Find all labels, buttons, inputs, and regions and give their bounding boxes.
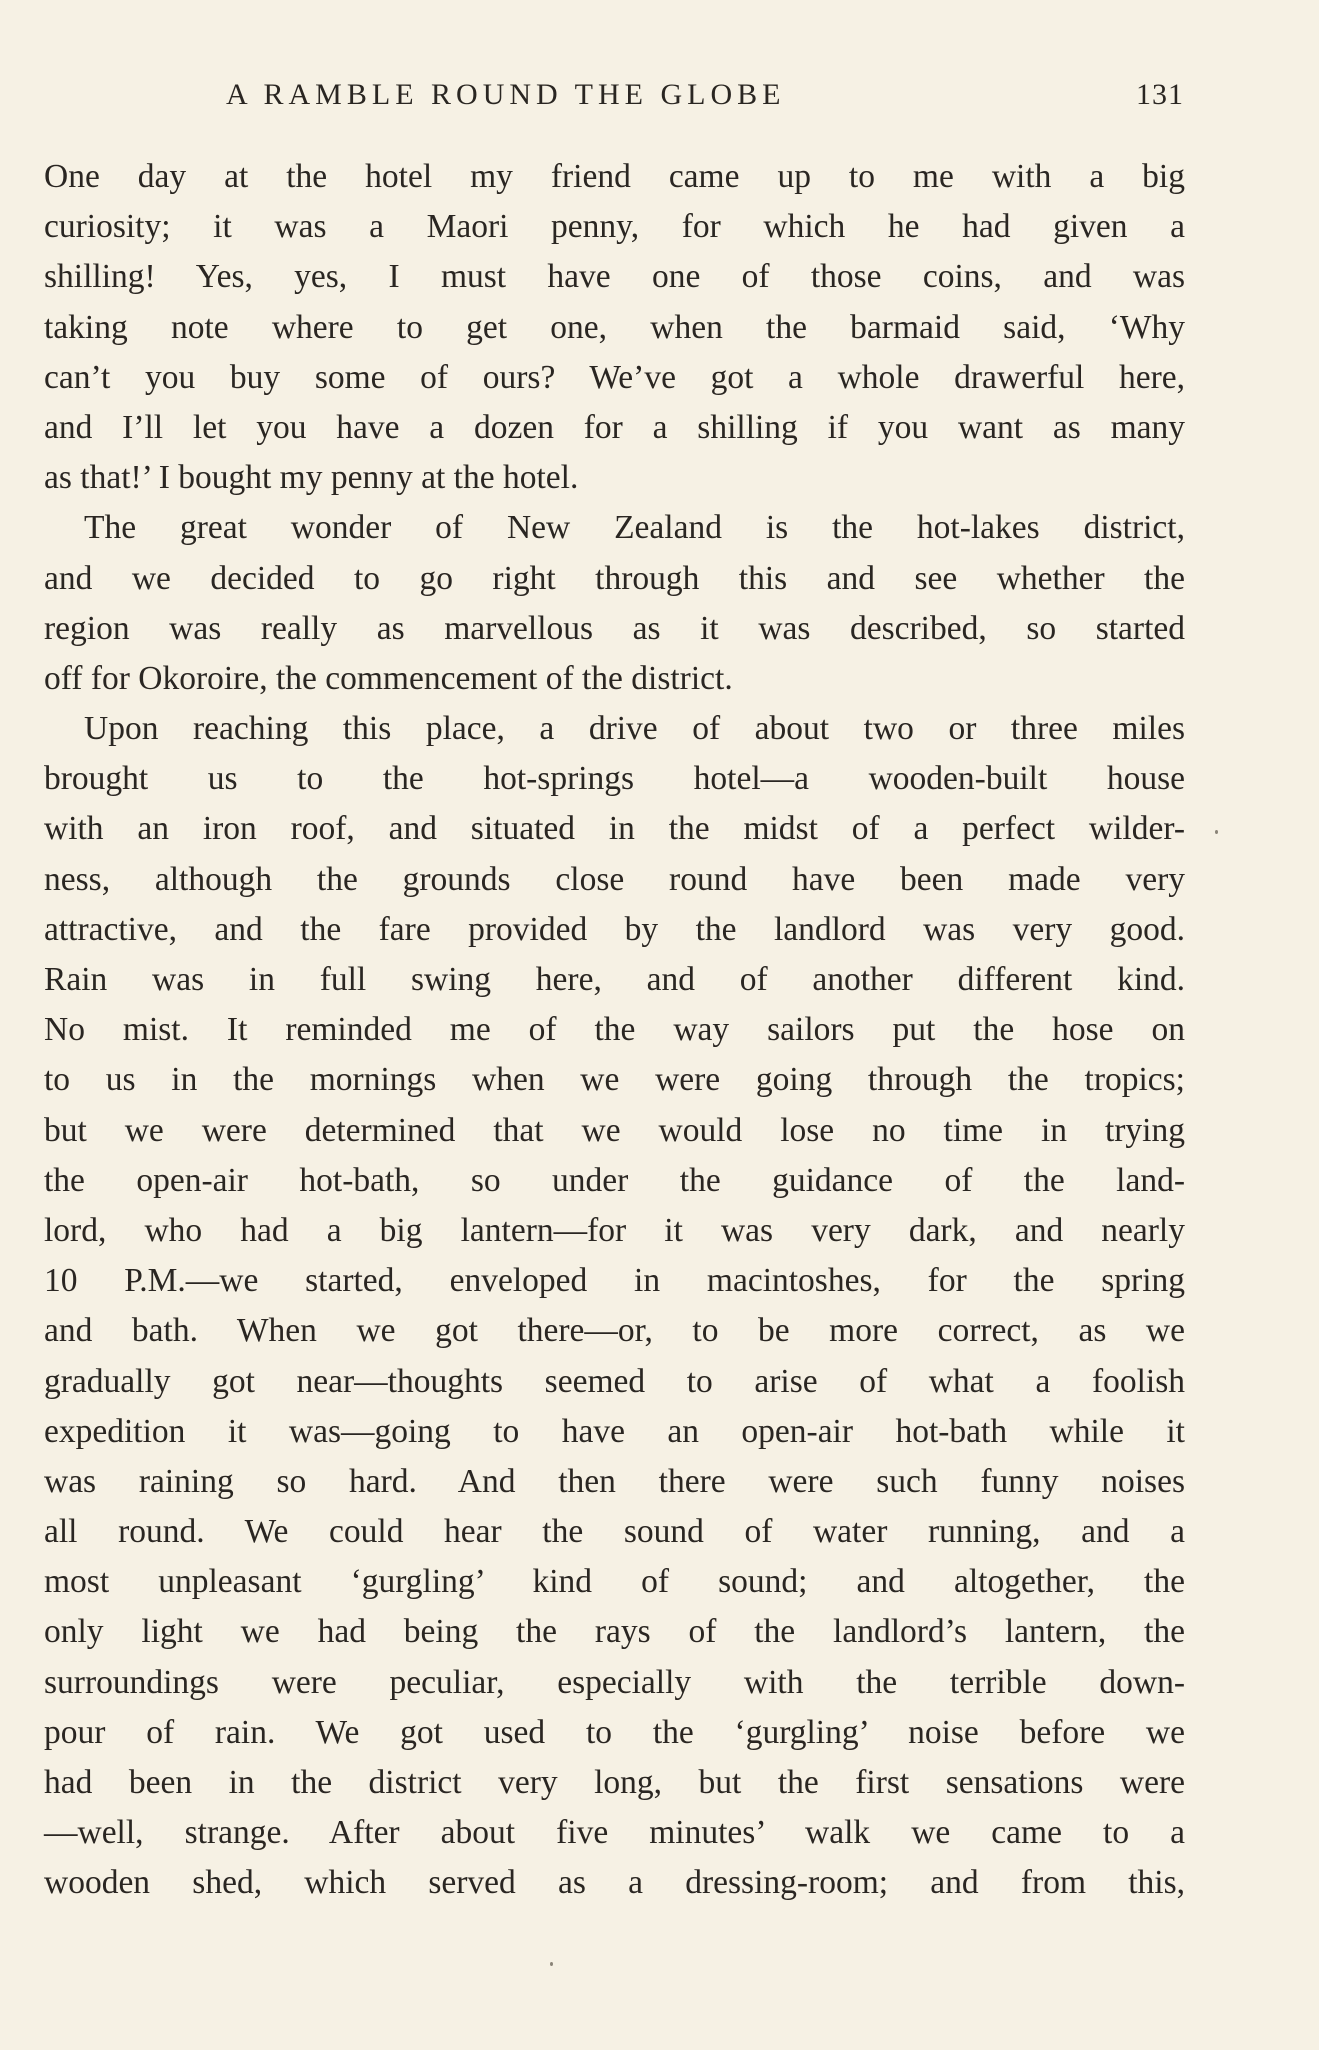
text-line: Upon reaching this place, a drive of about two or three miles bbox=[84, 710, 1185, 748]
text-line: off for Okoroire, the commencement of the district. bbox=[44, 659, 733, 697]
text-line: curiosity; it was a Maori penny, for which he had given a bbox=[44, 208, 1185, 246]
running-head bbox=[226, 78, 1184, 128]
text-line: as that!’ I bought my penny at the hotel. bbox=[44, 459, 579, 497]
text-line: can’t you buy some of ours? We’ve got a whole drawerful here, bbox=[44, 358, 1185, 396]
ink-speck bbox=[550, 1962, 553, 1966]
text-line: brought us to the hot-springs hotel—a wooden-built house bbox=[44, 760, 1185, 798]
text-line: was raining so hard. And then there were such funny noises bbox=[44, 1462, 1185, 1500]
ink-speck bbox=[1215, 830, 1218, 834]
text-line: had been in the district very long, but the first sensations were bbox=[44, 1764, 1185, 1801]
text-line: region was really as marvellous as it was described, so started bbox=[44, 609, 1185, 647]
text-line: only light we had being the rays of the landlord’s lantern, the bbox=[44, 1613, 1185, 1651]
text-line: —well, strange. After about five minutes’ walk we came to a bbox=[44, 1814, 1185, 1852]
text-line: and bath. When we got there—or, to be more correct, as we bbox=[44, 1312, 1185, 1350]
text-line: No mist. It reminded me of the way sailors put the hose on bbox=[44, 1011, 1185, 1049]
text-line: and I’ll let you have a dozen for a shilling if you want as many bbox=[44, 408, 1185, 446]
text-line: to us in the mornings when we were going through the tropics; bbox=[44, 1061, 1185, 1099]
text-line: all round. We could hear the sound of water running, and a bbox=[44, 1513, 1185, 1551]
text-line: gradually got near—thoughts seemed to arise of what a foolish bbox=[44, 1362, 1185, 1400]
text-line: The great wonder of New Zealand is the hot-lakes district, bbox=[84, 509, 1185, 547]
text-line: pour of rain. We got used to the ‘gurgling’ noise before we bbox=[44, 1713, 1185, 1751]
text-line: but we were determined that we would lose no time in trying bbox=[44, 1111, 1185, 1149]
text-line: ness, although the grounds close round have been made very bbox=[44, 860, 1185, 898]
body-text bbox=[44, 152, 1185, 1909]
text-line: attractive, and the fare provided by the landlord was very good. bbox=[44, 910, 1185, 948]
text-line: wooden shed, which served as a dressing-room; and from this, bbox=[44, 1864, 1185, 1902]
text-line: most unpleasant ‘gurgling’ kind of sound; and altogether, the bbox=[44, 1563, 1185, 1601]
text-line: lord, who had a big lantern—for it was very dark, and nearly bbox=[44, 1211, 1185, 1249]
text-line: surroundings were peculiar, especially with the terrible down- bbox=[44, 1663, 1185, 1701]
text-line: and we decided to go right through this and see whether the bbox=[44, 559, 1185, 597]
text-line: the open-air hot-bath, so under the guidance of the land- bbox=[44, 1161, 1185, 1199]
text-line: 10 P.M.—we started, enveloped in macintoshes, for the spring bbox=[44, 1262, 1185, 1300]
page-number: 131 bbox=[1136, 78, 1184, 111]
text-line: One day at the hotel my friend came up to me with a big bbox=[44, 158, 1185, 195]
text-line: shilling! Yes, yes, I must have one of those coins, and was bbox=[44, 258, 1185, 296]
text-line: Rain was in full swing here, and of another different kind. bbox=[44, 961, 1185, 998]
text-line: taking note where to get one, when the barmaid said, ‘Why bbox=[44, 308, 1185, 346]
running-title: A RAMBLE ROUND THE GLOBE bbox=[226, 78, 786, 111]
text-line: with an iron roof, and situated in the midst of a perfect wilder- bbox=[44, 810, 1185, 848]
text-line: expedition it was—going to have an open-air hot-bath while it bbox=[44, 1412, 1185, 1450]
